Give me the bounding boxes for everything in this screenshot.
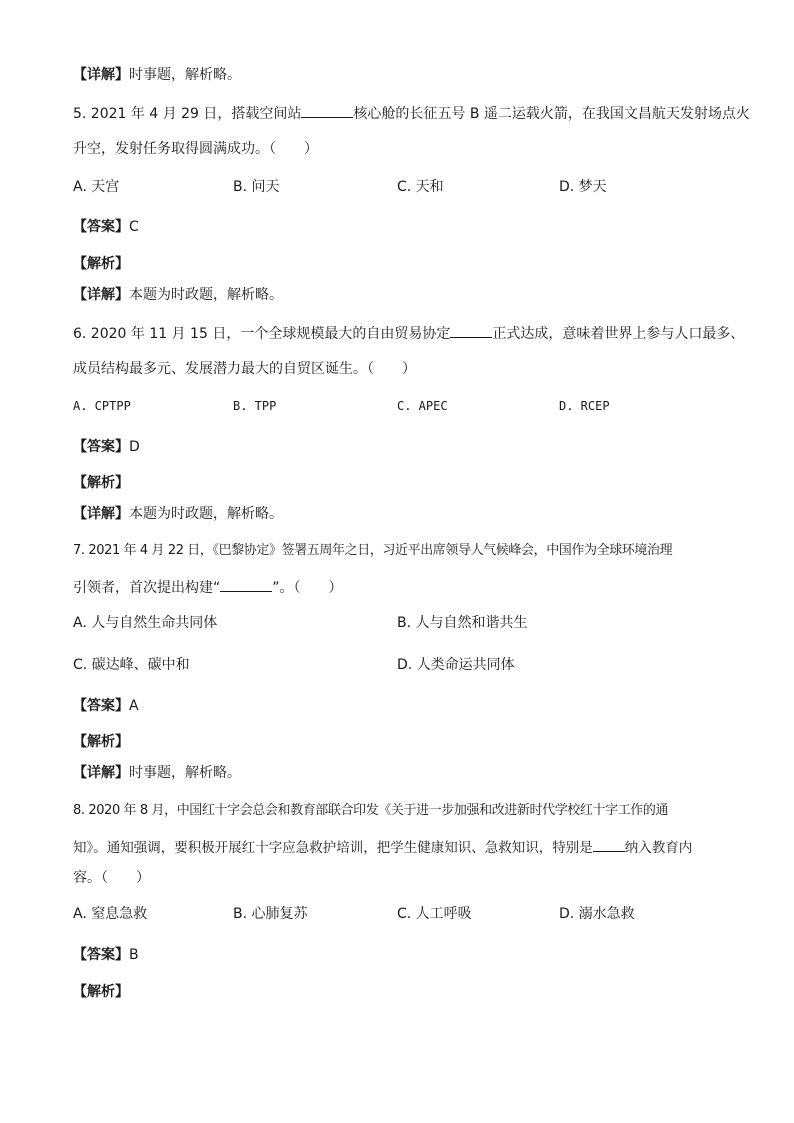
q5-analysis-tag: 【解析】 xyxy=(73,256,129,272)
answer-tag: 【答案】 xyxy=(73,439,129,455)
answer-blank xyxy=(301,104,353,118)
q6-option-a: A. CPTPP xyxy=(73,399,131,413)
q8-option-a: A. 窒息急救 xyxy=(73,906,148,922)
q6-stem-line2: 成员结构最多元、发展潜力最大的自贸区诞生。（ ） xyxy=(73,361,416,377)
q5-option-c: C. 天和 xyxy=(397,179,444,195)
q4-detail xyxy=(73,66,241,84)
q7-stem-line2 xyxy=(73,578,343,597)
q6-stem-part: 6. 2020 年 11 月 15 日，一个全球规模最大的自由贸易协定 xyxy=(73,326,451,342)
q7-option-b: B. 人与自然和谐共生 xyxy=(397,615,528,631)
q5-option-d: D. 梦天 xyxy=(559,179,607,195)
q6-option-c: C. APEC xyxy=(397,399,448,413)
answer-tag: 【答案】 xyxy=(73,947,129,963)
q7-answer xyxy=(73,697,139,715)
q5-detail xyxy=(73,286,283,304)
q7-stem-part: ”。（ ） xyxy=(272,580,343,596)
detail-text: 时事题，解析略。 xyxy=(129,765,241,781)
q5-option-b: B. 问天 xyxy=(233,179,280,195)
answer-value: D xyxy=(129,439,140,455)
q5-stem-part: 核心舱的长征五号 B 遥二运载火箭，在我国文昌航天发射场点火 xyxy=(353,106,750,122)
q7-detail xyxy=(73,764,241,782)
answer-value: C xyxy=(129,219,139,235)
detail-tag: 【详解】 xyxy=(73,67,129,83)
detail-text: 本题为时政题，解析略。 xyxy=(129,287,283,303)
q5-option-a: A. 天宫 xyxy=(73,179,120,195)
q8-stem-line1: 8. 2020 年 8 月，中国红十字会总会和教育部联合印发《关于进一步加强和改进新时代学校红十字工作的通 xyxy=(73,803,669,818)
answer-value: B xyxy=(129,947,139,963)
detail-tag: 【详解】 xyxy=(73,765,129,781)
q5-stem-line2: 升空，发射任务取得圆满成功。（ ） xyxy=(73,141,318,157)
detail-tag: 【详解】 xyxy=(73,506,129,522)
q5-stem-part: 5. 2021 年 4 月 29 日，搭载空间站 xyxy=(73,106,302,122)
q7-option-c: C. 碳达峰、碳中和 xyxy=(73,657,190,673)
q5-answer xyxy=(73,218,139,236)
q6-analysis-tag: 【解析】 xyxy=(73,475,129,491)
q6-option-b: B. TPP xyxy=(233,399,277,413)
q7-option-d: D. 人类命运共同体 xyxy=(397,657,515,673)
answer-blank xyxy=(593,838,625,852)
answer-blank xyxy=(220,578,272,592)
answer-blank xyxy=(450,324,492,338)
q8-stem-part: 纳入教育内 xyxy=(624,840,693,856)
q7-option-a: A. 人与自然生命共同体 xyxy=(73,615,218,631)
q8-option-c: C. 人工呼吸 xyxy=(397,906,472,922)
detail-tag: 【详解】 xyxy=(73,287,129,303)
q6-option-d: D. RCEP xyxy=(559,399,610,413)
q7-stem-line1: 7. 2021 年 4 月 22 日，《巴黎协定》签署五周年之日，习近平出席领导人气候峰会，中国作为全球环境治理 xyxy=(73,543,673,558)
q7-analysis-tag: 【解析】 xyxy=(73,734,129,750)
q8-stem-part: 知》。通知强调，要积极开展红十字应急救护培训，把学生健康知识、急救知识，特别是 xyxy=(73,840,593,856)
answer-tag: 【答案】 xyxy=(73,219,129,235)
q8-stem-line2 xyxy=(73,838,692,857)
q8-option-b: B. 心肺复苏 xyxy=(233,906,308,922)
q6-stem-line1 xyxy=(73,324,744,343)
detail-text: 时事题，解析略。 xyxy=(129,67,241,83)
q5-stem-line1 xyxy=(73,104,750,123)
q8-analysis-tag: 【解析】 xyxy=(73,984,129,1000)
q8-option-d: D. 溺水急救 xyxy=(559,906,635,922)
q6-answer xyxy=(73,438,140,456)
detail-text: 本题为时政题，解析略。 xyxy=(129,506,283,522)
q6-stem-part: 正式达成，意味着世界上参与人口最多、 xyxy=(492,326,745,342)
answer-tag: 【答案】 xyxy=(73,698,129,714)
q8-answer xyxy=(73,946,139,964)
q8-stem-line3: 容。（ ） xyxy=(73,870,150,886)
q7-stem-part: 引领者，首次提出构建“ xyxy=(73,580,221,596)
answer-value: A xyxy=(129,698,139,714)
q6-detail xyxy=(73,505,283,523)
